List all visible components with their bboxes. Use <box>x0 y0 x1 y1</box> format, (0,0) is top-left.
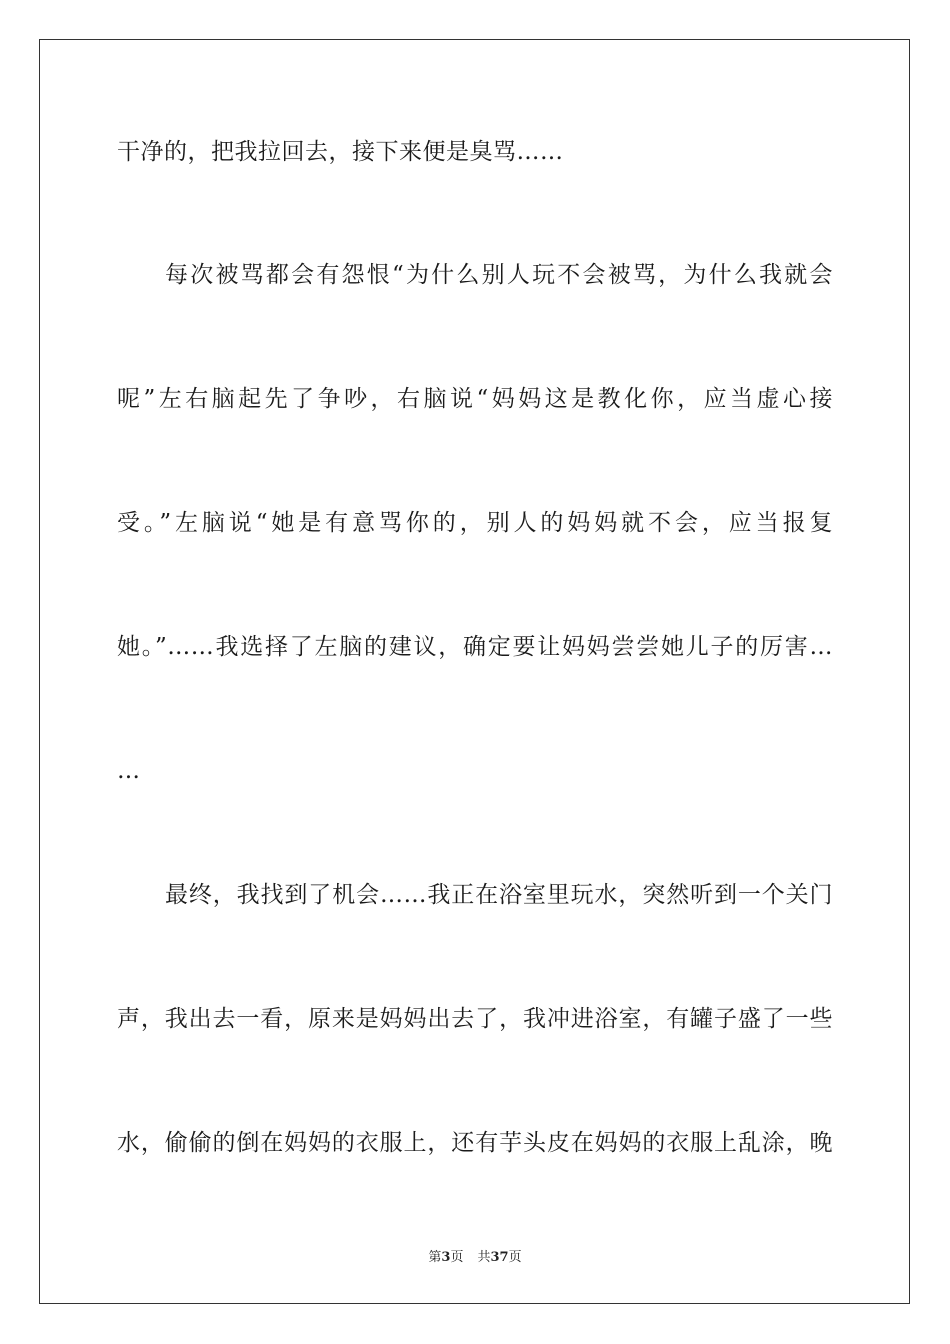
footer-page-number: 3 <box>441 1250 451 1265</box>
paragraph-line-8: 声，我出去一看，原来是妈妈出去了，我冲进浴室，有罐子盛了一些 <box>117 1006 833 1032</box>
footer-total-prefix: 共 <box>477 1250 491 1265</box>
page-footer <box>0 1250 950 1266</box>
paragraph-line-9: 水，偷偷的倒在妈妈的衣服上，还有芋头皮在妈妈的衣服上乱涂，晚 <box>117 1130 833 1156</box>
paragraph-line-6: … <box>117 758 141 784</box>
footer-page-prefix: 第 <box>428 1250 442 1265</box>
paragraph-line-3: 呢”左右脑起先了争吵，右脑说“妈妈这是教化你，应当虚心接 <box>117 386 833 412</box>
footer-total-suffix: 页 <box>508 1250 522 1265</box>
page-border <box>39 39 910 1304</box>
paragraph-line-2: 每次被骂都会有怨恨“为什么别人玩不会被骂，为什么我就会 <box>165 262 833 288</box>
footer-page-suffix: 页 <box>450 1250 464 1265</box>
paragraph-line-4: 受。”左脑说“她是有意骂你的，别人的妈妈就不会，应当报复 <box>117 510 833 536</box>
paragraph-line-7: 最终，我找到了机会……我正在浴室里玩水，突然听到一个关门 <box>165 882 833 908</box>
footer-total-pages: 37 <box>490 1250 509 1265</box>
paragraph-line-1: 干净的，把我拉回去，接下来便是臭骂…… <box>117 139 564 165</box>
paragraph-line-5: 她。”……我选择了左脑的建议，确定要让妈妈尝尝她儿子的厉害… <box>117 634 833 660</box>
